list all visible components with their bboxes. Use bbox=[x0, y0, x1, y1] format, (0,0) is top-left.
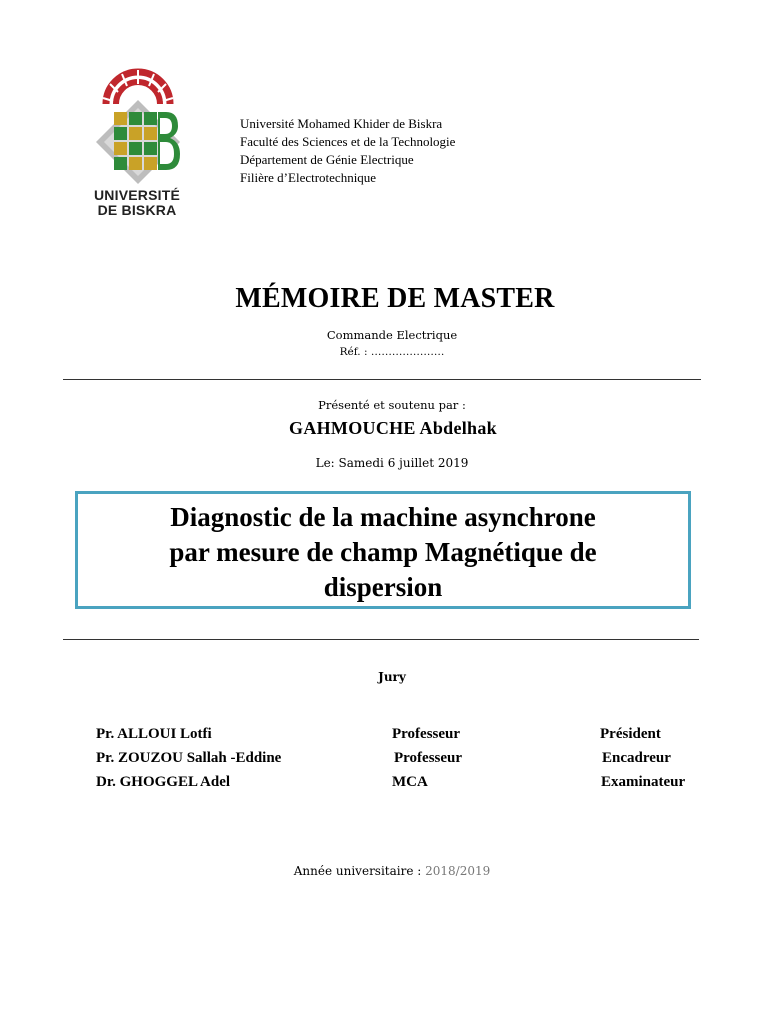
university-name: Université Mohamed Khider de Biskra bbox=[240, 116, 443, 131]
divider-top bbox=[63, 379, 701, 380]
defense-date: Le: Samedi 6 juillet 2019 bbox=[315, 456, 469, 470]
specialty: Commande Electrique bbox=[326, 328, 458, 342]
reference: Réf. : ………………… bbox=[339, 346, 445, 358]
academic-year-value: 2018/2019 bbox=[425, 864, 491, 878]
logo-line-2: DE BISKRA bbox=[97, 202, 177, 218]
jury-member-role: Président bbox=[600, 726, 661, 742]
faculty-name: Faculté des Sciences et de la Technologie bbox=[240, 134, 456, 149]
subject-line-2: par mesure de champ Magnétique de bbox=[169, 537, 597, 567]
program-name: Filière d’Electrotechnique bbox=[240, 170, 377, 185]
subject-line-3: dispersion bbox=[323, 572, 443, 602]
jury-member-role: Examinateur bbox=[601, 774, 686, 790]
jury-member-name: Pr. ZOUZOU Sallah -Eddine bbox=[96, 750, 282, 766]
jury-title: Jury bbox=[378, 670, 406, 684]
jury-member-grade: MCA bbox=[392, 774, 428, 790]
academic-year bbox=[0, 864, 768, 878]
academic-year-label: Année universitaire : bbox=[293, 864, 426, 878]
presented-by-label: Présenté et soutenu par : bbox=[318, 398, 466, 412]
subject-title bbox=[75, 500, 691, 605]
jury-member bbox=[96, 774, 716, 796]
document-title: MÉMOIRE DE MASTER bbox=[235, 283, 555, 314]
jury-member bbox=[96, 750, 716, 772]
department-name: Département de Génie Electrique bbox=[240, 152, 414, 167]
author-name: GAHMOUCHE Abdelhak bbox=[289, 418, 497, 438]
jury-member-grade: Professeur bbox=[392, 726, 461, 742]
jury-member-grade: Professeur bbox=[394, 750, 463, 766]
logo-line-1: UNIVERSITÉ bbox=[93, 187, 180, 203]
subject-line-1: Diagnostic de la machine asynchrone bbox=[170, 502, 596, 532]
divider-bottom bbox=[63, 639, 699, 640]
university-emblem-icon bbox=[78, 62, 198, 192]
logo-wordmark bbox=[74, 188, 200, 218]
jury-member-name: Dr. GHOGGEL Adel bbox=[96, 774, 231, 790]
institution-block bbox=[240, 115, 455, 187]
jury-member-role: Encadreur bbox=[602, 750, 671, 766]
jury-member bbox=[96, 726, 716, 748]
jury-member-name: Pr. ALLOUI Lotfi bbox=[96, 726, 212, 742]
